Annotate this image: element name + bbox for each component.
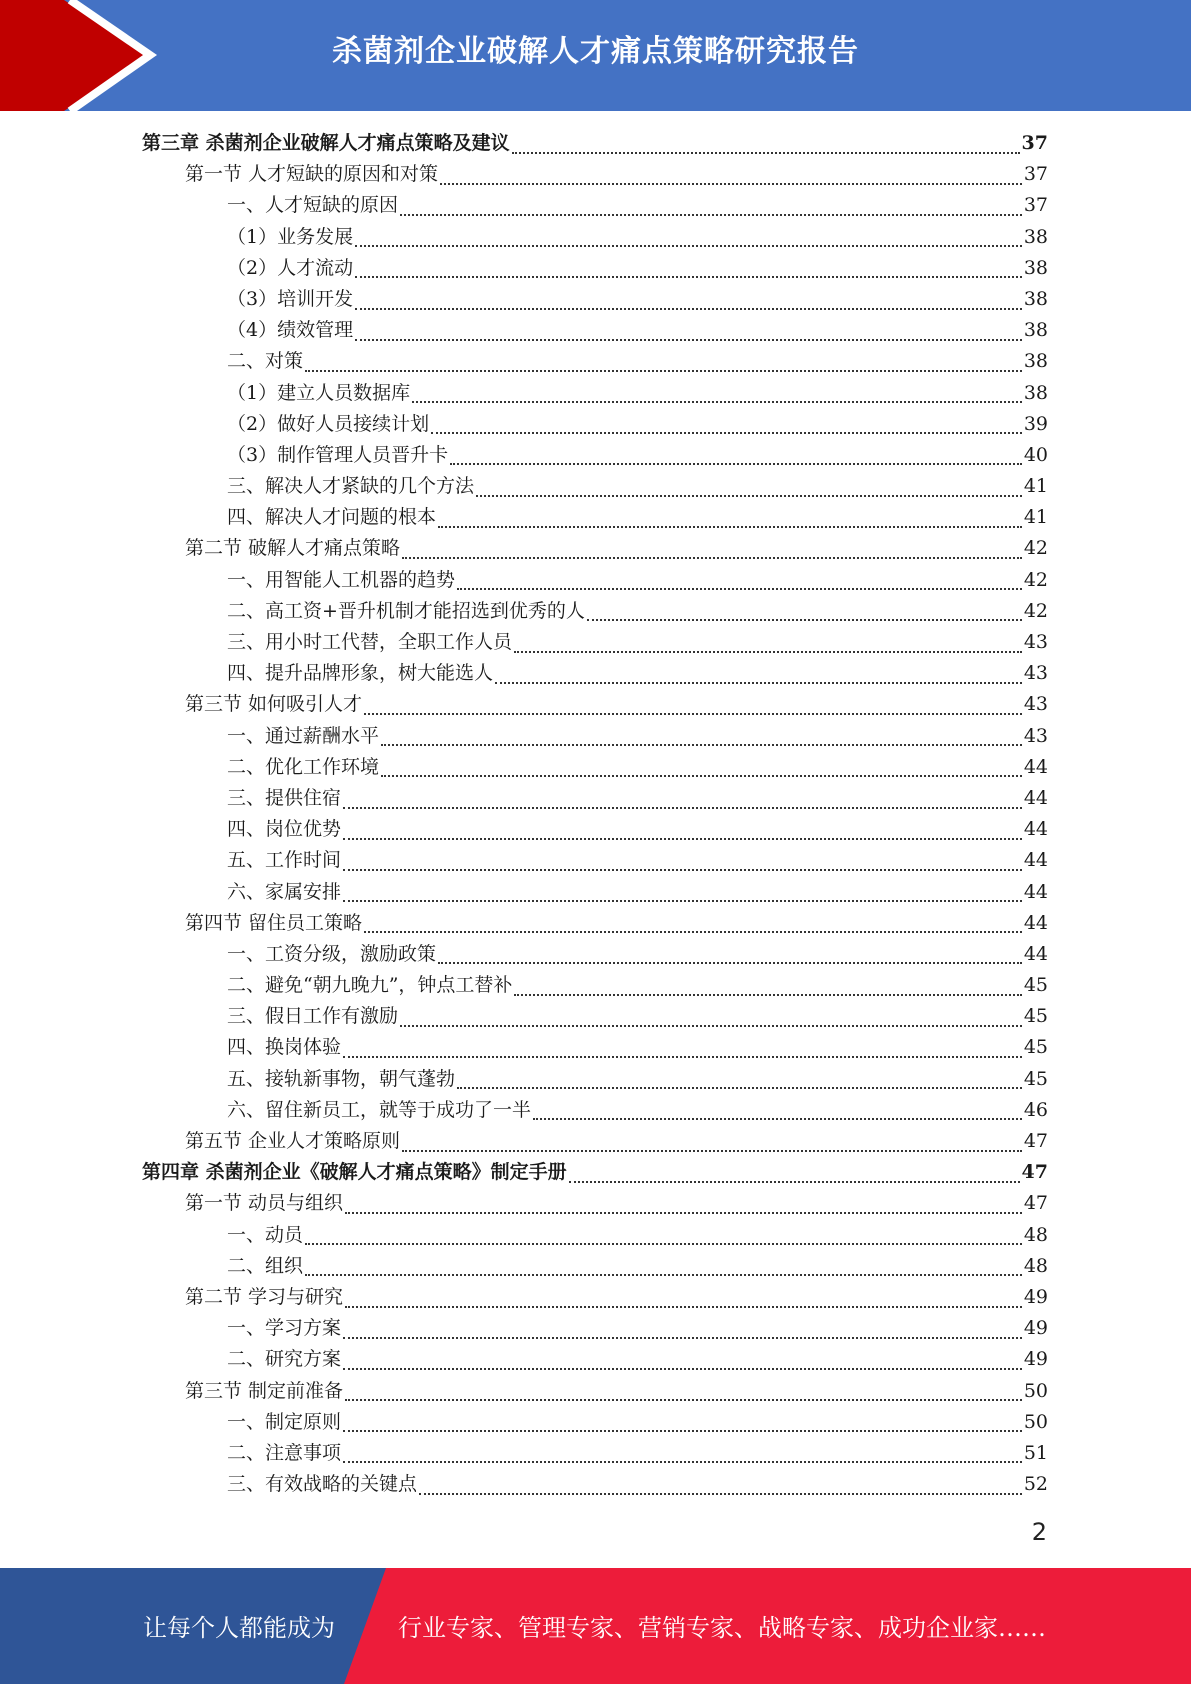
toc-entry-label: （3）培训开发 bbox=[227, 287, 354, 310]
toc-dot-leader bbox=[345, 1306, 1022, 1308]
toc-dot-leader bbox=[569, 1181, 1020, 1183]
toc-entry[interactable] bbox=[142, 1157, 1048, 1188]
toc-dot-leader bbox=[343, 1368, 1022, 1370]
toc-entry-page: 47 bbox=[1023, 1130, 1048, 1152]
toc-dot-leader bbox=[419, 1493, 1022, 1495]
toc-dot-leader bbox=[305, 1274, 1022, 1276]
toc-entry-label: 第二节 学习与研究 bbox=[185, 1285, 344, 1308]
toc-entry[interactable] bbox=[142, 783, 1048, 814]
toc-entry-page: 42 bbox=[1023, 537, 1048, 560]
toc-entry-page: 37 bbox=[1023, 194, 1048, 217]
toc-dot-leader bbox=[438, 526, 1022, 528]
toc-entry-page: 52 bbox=[1023, 1473, 1048, 1496]
toc-entry[interactable] bbox=[142, 1438, 1048, 1469]
toc-entry-page: 47 bbox=[1021, 1161, 1048, 1184]
toc-dot-leader bbox=[355, 245, 1022, 247]
toc-dot-leader bbox=[305, 1243, 1022, 1245]
toc-entry[interactable] bbox=[142, 845, 1048, 876]
toc-entry[interactable] bbox=[142, 440, 1048, 471]
toc-entry-label: 二、组织 bbox=[227, 1254, 304, 1277]
toc-entry-page: 50 bbox=[1023, 1379, 1048, 1402]
toc-entry-label: 第四章 杀菌剂企业《破解人才痛点策略》制定手册 bbox=[142, 1161, 567, 1184]
toc-dot-leader bbox=[533, 1118, 1022, 1120]
toc-dot-leader bbox=[400, 214, 1022, 216]
toc-entry-page: 37 bbox=[1021, 132, 1048, 154]
toc-entry[interactable] bbox=[142, 409, 1048, 440]
toc-entry[interactable] bbox=[142, 814, 1048, 845]
toc-dot-leader bbox=[343, 869, 1022, 871]
footer-slogan-right: 行业专家、管理专家、营销专家、战略专家、成功企业家…… bbox=[398, 1614, 1046, 1642]
toc-dot-leader bbox=[345, 1399, 1022, 1401]
toc-entry-label: 六、留住新员工，就等于成功了一半 bbox=[227, 1098, 532, 1121]
toc-entry-label: 五、接轨新事物，朝气蓬勃 bbox=[227, 1067, 456, 1090]
toc-entry-page: 49 bbox=[1023, 1317, 1048, 1340]
toc-entry-label: 三、提供住宿 bbox=[227, 786, 342, 809]
toc-dot-leader bbox=[440, 183, 1022, 185]
toc-dot-leader bbox=[343, 1056, 1022, 1058]
toc-entry-label: 二、优化工作环境 bbox=[227, 755, 380, 778]
toc-entry-label: 第一节 人才短缺的原因和对策 bbox=[185, 163, 439, 186]
toc-entry[interactable] bbox=[142, 533, 1048, 564]
toc-entry-page: 48 bbox=[1023, 1254, 1048, 1277]
toc-entry[interactable] bbox=[142, 1064, 1048, 1095]
toc-dot-leader bbox=[400, 1025, 1022, 1027]
toc-entry-page: 46 bbox=[1023, 1098, 1048, 1121]
toc-dot-leader bbox=[431, 432, 1022, 434]
table-of-contents bbox=[142, 128, 1048, 1500]
toc-entry-page: 44 bbox=[1023, 786, 1048, 809]
toc-entry-page: 44 bbox=[1023, 880, 1048, 903]
toc-entry[interactable] bbox=[142, 190, 1048, 221]
toc-entry-page: 38 bbox=[1023, 319, 1048, 342]
toc-entry-label: 第一节 动员与组织 bbox=[185, 1192, 344, 1215]
toc-entry-page: 43 bbox=[1023, 693, 1048, 716]
toc-dot-leader bbox=[402, 1150, 1022, 1152]
toc-entry-label: 一、动员 bbox=[227, 1223, 304, 1246]
toc-entry[interactable] bbox=[142, 908, 1048, 939]
toc-entry-label: 四、换岗体验 bbox=[227, 1036, 342, 1059]
toc-entry[interactable] bbox=[142, 128, 1048, 159]
toc-entry-page: 44 bbox=[1023, 755, 1048, 778]
toc-entry-page: 44 bbox=[1023, 818, 1048, 841]
toc-entry[interactable] bbox=[142, 970, 1048, 1001]
toc-entry[interactable] bbox=[142, 1282, 1048, 1313]
toc-entry-label: （2）做好人员接续计划 bbox=[227, 412, 430, 435]
toc-entry-label: 三、用小时工代替，全职工作人员 bbox=[227, 631, 513, 653]
toc-entry-label: （3）制作管理人员晋升卡 bbox=[227, 443, 449, 466]
toc-dot-leader bbox=[381, 744, 1022, 746]
toc-entry-label: 三、有效战略的关键点 bbox=[227, 1473, 418, 1496]
toc-entry-page: 42 bbox=[1023, 599, 1048, 622]
page-header bbox=[0, 0, 1191, 111]
toc-entry[interactable] bbox=[142, 689, 1048, 720]
toc-entry-page: 45 bbox=[1023, 1036, 1048, 1059]
toc-entry[interactable] bbox=[142, 1251, 1048, 1282]
toc-dot-leader bbox=[450, 463, 1022, 465]
toc-dot-leader bbox=[305, 370, 1022, 372]
toc-dot-leader bbox=[355, 276, 1022, 278]
toc-dot-leader bbox=[512, 152, 1020, 154]
toc-entry-label: 二、避免“朝九晚九”，钟点工替补 bbox=[227, 974, 513, 997]
toc-dot-leader bbox=[343, 1430, 1022, 1432]
toc-entry-label: 三、假日工作有激励 bbox=[227, 1005, 399, 1028]
toc-entry-label: 第三节 如何吸引人才 bbox=[185, 693, 363, 716]
toc-entry[interactable] bbox=[142, 284, 1048, 315]
toc-entry-label: 四、提升品牌形象，树大能选人 bbox=[227, 662, 494, 685]
toc-dot-leader bbox=[364, 713, 1022, 715]
toc-entry-page: 38 bbox=[1023, 287, 1048, 310]
toc-entry-label: 第四节 留住员工策略 bbox=[185, 911, 363, 934]
toc-entry-page: 38 bbox=[1023, 256, 1048, 279]
toc-dot-leader bbox=[514, 994, 1021, 996]
toc-entry[interactable] bbox=[142, 1469, 1048, 1500]
toc-entry-label: 一、用智能人工机器的趋势 bbox=[227, 568, 456, 591]
toc-entry-page: 45 bbox=[1023, 1005, 1048, 1028]
toc-entry[interactable] bbox=[142, 1001, 1048, 1032]
toc-entry-page: 38 bbox=[1023, 225, 1048, 248]
toc-entry-page: 48 bbox=[1023, 1223, 1048, 1246]
toc-entry-page: 41 bbox=[1023, 506, 1048, 529]
toc-entry[interactable] bbox=[142, 627, 1048, 658]
toc-entry-page: 50 bbox=[1023, 1410, 1048, 1433]
toc-entry-label: （4）绩效管理 bbox=[227, 319, 354, 342]
toc-entry-label: 五、工作时间 bbox=[227, 849, 342, 872]
page-number: 2 bbox=[1031, 1518, 1047, 1546]
toc-entry[interactable] bbox=[142, 752, 1048, 783]
toc-entry[interactable] bbox=[142, 1344, 1048, 1375]
toc-entry-label: 一、人才短缺的原因 bbox=[227, 194, 399, 217]
toc-entry-label: （1）建立人员数据库 bbox=[227, 381, 411, 404]
toc-entry-label: （1）业务发展 bbox=[227, 225, 354, 248]
toc-dot-leader bbox=[381, 775, 1022, 777]
toc-entry[interactable] bbox=[142, 222, 1048, 253]
toc-entry[interactable] bbox=[142, 939, 1048, 970]
report-title: 杀菌剂企业破解人才痛点策略研究报告 bbox=[332, 34, 859, 69]
toc-dot-leader bbox=[355, 339, 1022, 341]
toc-entry-page: 44 bbox=[1023, 942, 1048, 965]
toc-entry-page: 49 bbox=[1023, 1348, 1048, 1371]
toc-entry-page: 44 bbox=[1023, 911, 1048, 934]
toc-entry-page: 40 bbox=[1023, 443, 1048, 466]
toc-entry-page: 41 bbox=[1023, 475, 1048, 498]
toc-entry-label: （2）人才流动 bbox=[227, 256, 354, 279]
toc-entry-page: 38 bbox=[1023, 381, 1048, 404]
toc-entry-label: 一、制定原则 bbox=[227, 1410, 342, 1433]
toc-entry-page: 39 bbox=[1023, 412, 1048, 435]
toc-entry-label: 一、工资分级，激励政策 bbox=[227, 942, 437, 965]
toc-entry[interactable] bbox=[142, 721, 1048, 752]
toc-entry[interactable] bbox=[142, 596, 1048, 627]
toc-entry[interactable] bbox=[142, 315, 1048, 346]
toc-entry-label: 第五节 企业人才策略原则 bbox=[185, 1130, 401, 1152]
toc-entry-label: 二、高工资+晋升机制才能招选到优秀的人 bbox=[227, 599, 585, 622]
toc-entry[interactable] bbox=[142, 1313, 1048, 1344]
toc-entry[interactable] bbox=[142, 1032, 1048, 1063]
toc-entry-label: 第三章 杀菌剂企业破解人才痛点策略及建议 bbox=[142, 132, 510, 154]
toc-dot-leader bbox=[438, 962, 1022, 964]
toc-entry[interactable] bbox=[142, 253, 1048, 284]
toc-entry-page: 45 bbox=[1023, 1067, 1048, 1090]
toc-entry[interactable] bbox=[142, 471, 1048, 502]
toc-entry[interactable] bbox=[142, 565, 1048, 596]
toc-entry-label: 二、对策 bbox=[227, 350, 304, 373]
toc-dot-leader bbox=[343, 838, 1022, 840]
toc-dot-leader bbox=[412, 401, 1022, 403]
toc-dot-leader bbox=[343, 1461, 1022, 1463]
toc-entry-page: 43 bbox=[1023, 662, 1048, 685]
toc-entry-label: 第二节 破解人才痛点策略 bbox=[185, 537, 401, 560]
toc-entry-label: 第三节 制定前准备 bbox=[185, 1379, 344, 1402]
toc-entry-label: 六、家属安排 bbox=[227, 880, 342, 903]
toc-entry-page: 43 bbox=[1023, 724, 1048, 747]
toc-entry-label: 二、研究方案 bbox=[227, 1348, 342, 1371]
toc-entry-page: 47 bbox=[1023, 1192, 1048, 1215]
toc-entry[interactable] bbox=[142, 502, 1048, 533]
toc-entry[interactable] bbox=[142, 1407, 1048, 1438]
toc-entry[interactable] bbox=[142, 658, 1048, 689]
toc-entry-page: 37 bbox=[1023, 163, 1048, 186]
toc-dot-leader bbox=[364, 931, 1022, 933]
toc-entry-page: 38 bbox=[1023, 350, 1048, 373]
toc-entry-page: 43 bbox=[1023, 631, 1048, 653]
toc-entry[interactable] bbox=[142, 1220, 1048, 1251]
toc-dot-leader bbox=[457, 1087, 1022, 1089]
toc-entry[interactable] bbox=[142, 1188, 1048, 1219]
toc-entry-label: 一、学习方案 bbox=[227, 1317, 342, 1340]
toc-dot-leader bbox=[355, 308, 1022, 310]
toc-dot-leader bbox=[402, 557, 1022, 559]
toc-dot-leader bbox=[457, 588, 1022, 590]
toc-entry-page: 42 bbox=[1023, 568, 1048, 591]
footer-slogan-left: 让每个人都能成为 bbox=[143, 1614, 335, 1642]
toc-entry-label: 三、解决人才紧缺的几个方法 bbox=[227, 475, 475, 498]
toc-dot-leader bbox=[343, 900, 1022, 902]
toc-entry-page: 45 bbox=[1023, 974, 1048, 997]
toc-entry[interactable] bbox=[142, 159, 1048, 190]
toc-entry[interactable] bbox=[142, 378, 1048, 409]
toc-dot-leader bbox=[345, 1212, 1022, 1214]
toc-dot-leader bbox=[343, 807, 1022, 809]
toc-entry[interactable] bbox=[142, 1126, 1048, 1157]
toc-entry-label: 四、岗位优势 bbox=[227, 818, 342, 841]
toc-entry-label: 四、解决人才问题的根本 bbox=[227, 506, 437, 529]
toc-entry-page: 44 bbox=[1023, 849, 1048, 872]
toc-entry-page: 51 bbox=[1023, 1441, 1048, 1464]
toc-dot-leader bbox=[514, 651, 1022, 653]
toc-entry[interactable] bbox=[142, 877, 1048, 908]
toc-entry-label: 一、通过薪酬水平 bbox=[227, 724, 380, 747]
toc-entry[interactable] bbox=[142, 1376, 1048, 1407]
toc-entry[interactable] bbox=[142, 346, 1048, 377]
toc-dot-leader bbox=[476, 495, 1022, 497]
toc-entry-page: 49 bbox=[1023, 1285, 1048, 1308]
toc-dot-leader bbox=[495, 682, 1022, 684]
toc-entry[interactable] bbox=[142, 1095, 1048, 1126]
toc-entry-label: 二、注意事项 bbox=[227, 1441, 342, 1464]
page-footer bbox=[0, 1568, 1191, 1684]
toc-dot-leader bbox=[587, 619, 1022, 621]
toc-dot-leader bbox=[343, 1337, 1022, 1339]
